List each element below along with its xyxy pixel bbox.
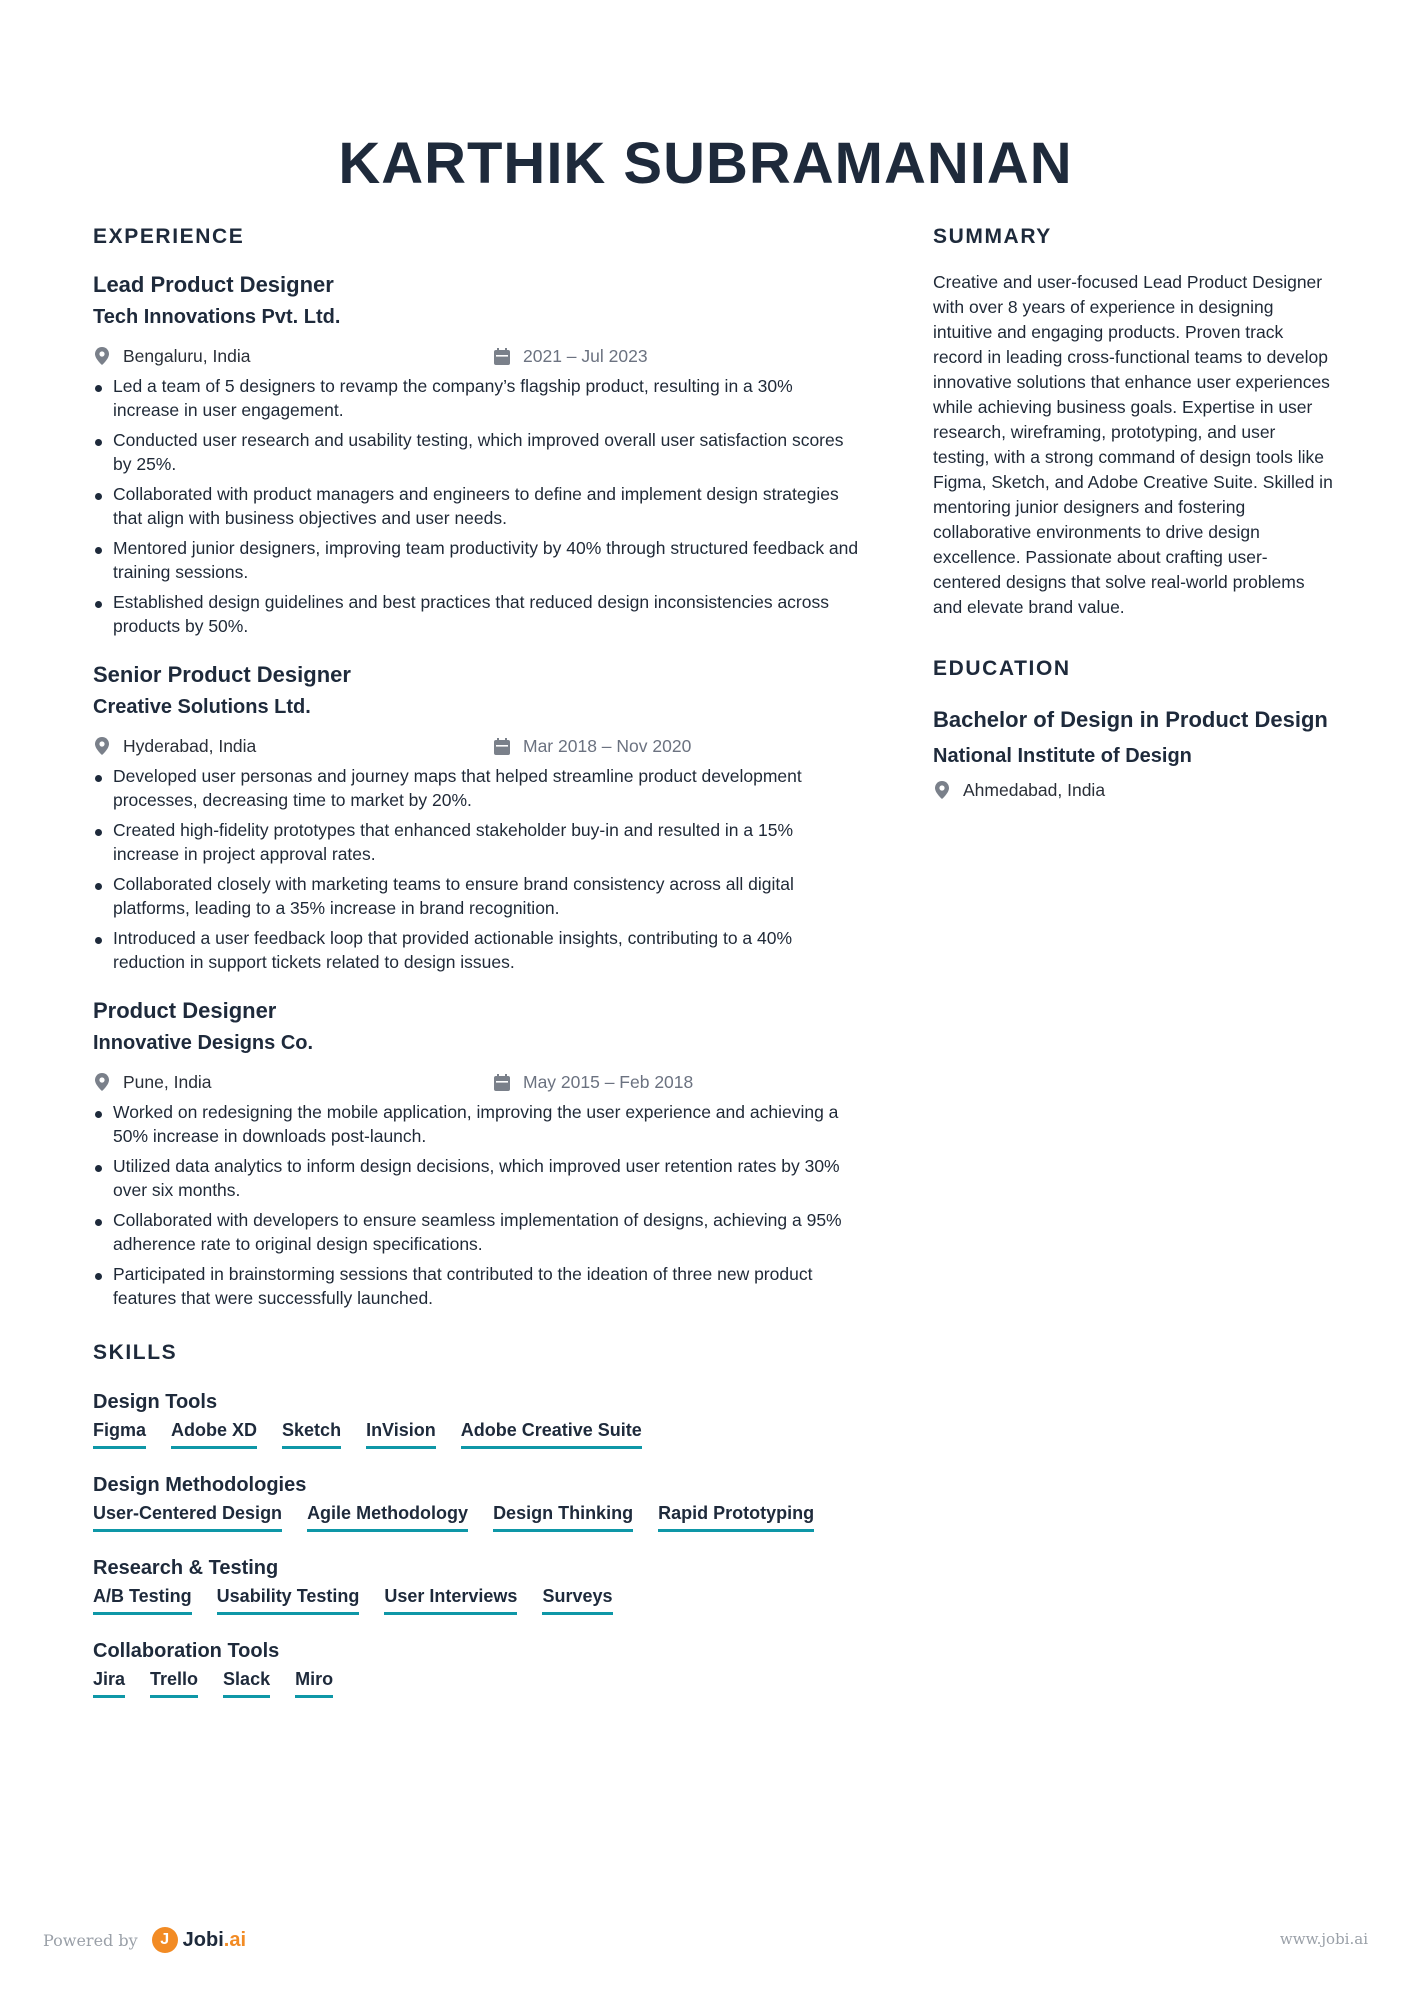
skill-chip: Sketch [282,1418,341,1449]
left-column [93,220,863,1718]
job-location-text: Hyderabad, India [123,736,257,756]
job-location [93,342,250,370]
powered-by-text: Powered by [43,1930,138,1950]
job-company: Creative Solutions Ltd. [93,696,311,718]
education-school: National Institute of Design [933,745,1192,767]
education-location-text: Ahmedabad, India [963,780,1106,800]
job-entry [93,660,863,974]
job-company: Innovative Designs Co. [93,1032,314,1054]
skill-chips [93,1584,863,1615]
job-title: Lead Product Designer [93,272,334,297]
skill-group [93,1386,863,1449]
skill-chips [93,1418,863,1449]
bullet-item: Collaborated closely with marketing teams to ensure brand consistency across all digital platforms, leading to a 35% increase in brand recognition. [93,872,863,920]
job-dates [493,732,691,760]
logo-main: Jobi [182,1928,224,1951]
skill-chip: Adobe Creative Suite [461,1418,642,1449]
bullet-item: Worked on redesigning the mobile application, improving the user experience and achieving a 50% increase in downloads post-launch. [93,1100,863,1148]
skill-group-name: Design Methodologies [93,1474,307,1496]
job-bullets [93,764,863,974]
job-meta [93,1068,863,1096]
skill-group [93,1469,863,1532]
jobi-logo-icon: J [152,1927,178,1953]
job-entry [93,996,863,1310]
job-bullets [93,374,863,638]
job-location [93,732,256,760]
job-location-text: Pune, India [123,1072,212,1092]
job-dates-text: May 2015 – Feb 2018 [523,1072,694,1092]
skill-chip: Design Thinking [493,1501,633,1532]
footer-branding [43,1927,246,1953]
bullet-item: Introduced a user feedback loop that provided actionable insights, contributing to a 40% reduction in support tickets related to design issues. [93,926,863,974]
experience-heading: EXPERIENCE [93,225,245,248]
skill-group-name: Collaboration Tools [93,1640,280,1662]
bullet-item: Participated in brainstorming sessions that contributed to the ideation of three new product features that were successfully launched. [93,1262,863,1310]
education-location [933,776,1333,804]
skill-chip: Slack [223,1667,270,1698]
skill-chip: InVision [366,1418,436,1449]
job-title: Senior Product Designer [93,662,351,687]
summary-text: Creative and user-focused Lead Product Designer with over 8 years of experience in designing intuitive and engaging products. Proven track record in leading cross-functional teams to develop innovative solutions that enhance user experiences while achieving business goals. Expertise in user research, wireframing, prototyping, and user testing, with a strong command of design tools like Figma, Sketch, and Adobe Creative Suite. Skilled in mentoring junior designers and fostering collaborative environments to drive design excellence. Passionate about crafting user-centered designs that solve real-world problems and elevate brand value. [933,272,1333,617]
skill-chip: Jira [93,1667,125,1698]
calendar-icon [493,1072,511,1092]
job-dates [493,1068,693,1096]
skill-chips [93,1501,863,1532]
bullet-item: Collaborated with product managers and engineers to define and implement design strategies that align with business objectives and user needs. [93,482,863,530]
skill-chip: A/B Testing [93,1584,192,1615]
skills-section [93,1336,863,1698]
map-pin-icon [93,736,111,756]
map-pin-icon [933,780,951,800]
job-meta [93,732,863,760]
skill-group-name: Design Tools [93,1391,218,1413]
job-title: Product Designer [93,998,277,1023]
skills-heading: SKILLS [93,1341,178,1364]
job-location [93,1068,212,1096]
skill-chip: User Interviews [384,1584,517,1615]
map-pin-icon [93,1072,111,1092]
bullet-item: Created high-fidelity prototypes that enhanced stakeholder buy-in and resulted in a 15% increase in project approval rates. [93,818,863,866]
calendar-icon [493,736,511,756]
bullet-item: Utilized data analytics to inform design decisions, which improved user retention rates by 30% over six months. [93,1154,863,1202]
skill-chip: Figma [93,1418,146,1449]
bullet-item: Established design guidelines and best practices that reduced design inconsistencies across products by 50%. [93,590,863,638]
bullet-item: Led a team of 5 designers to revamp the company’s flagship product, resulting in a 30% increase in user engagement. [93,374,863,422]
skill-group [93,1635,863,1698]
footer-website-link[interactable]: www.jobi.ai [1279,1930,1368,1948]
candidate-name: KARTHIK SUBRAMANIAN [338,131,1073,196]
jobi-logo-text[interactable] [183,1929,246,1952]
job-location-text: Bengaluru, India [123,346,251,366]
skill-chip: Surveys [542,1584,612,1615]
skill-chip: Usability Testing [217,1584,360,1615]
calendar-icon [493,346,511,366]
bullet-item: Mentored junior designers, improving team productivity by 40% through structured feedback and training sessions. [93,536,863,584]
summary-heading: SUMMARY [933,225,1052,248]
skill-group-name: Research & Testing [93,1557,279,1579]
job-bullets [93,1100,863,1310]
skill-chip: Adobe XD [171,1418,257,1449]
education-heading: EDUCATION [933,657,1071,680]
logo-accent: .ai [223,1928,247,1951]
bullet-item: Conducted user research and usability testing, which improved overall user satisfaction scores by 25%. [93,428,863,476]
job-dates [493,342,648,370]
map-pin-icon [93,346,111,366]
job-dates-text: 2021 – Jul 2023 [523,346,648,366]
skill-group [93,1552,863,1615]
skill-chip: Agile Methodology [307,1501,468,1532]
job-company: Tech Innovations Pvt. Ltd. [93,306,341,328]
bullet-item: Collaborated with developers to ensure seamless implementation of designs, achieving a 95% adherence rate to original design specifications. [93,1208,863,1256]
education-degree: Bachelor of Design in Product Design [933,707,1328,732]
skill-chip: User-Centered Design [93,1501,282,1532]
skill-chip: Miro [295,1667,333,1698]
right-column [933,220,1333,804]
job-entry [93,270,863,638]
skill-chip: Trello [150,1667,198,1698]
job-meta [93,342,863,370]
job-dates-text: Mar 2018 – Nov 2020 [523,736,692,756]
skill-chips [93,1667,863,1698]
bullet-item: Developed user personas and journey maps that helped streamline product development processes, decreasing time to market by 20%. [93,764,863,812]
skill-chip: Rapid Prototyping [658,1501,814,1532]
